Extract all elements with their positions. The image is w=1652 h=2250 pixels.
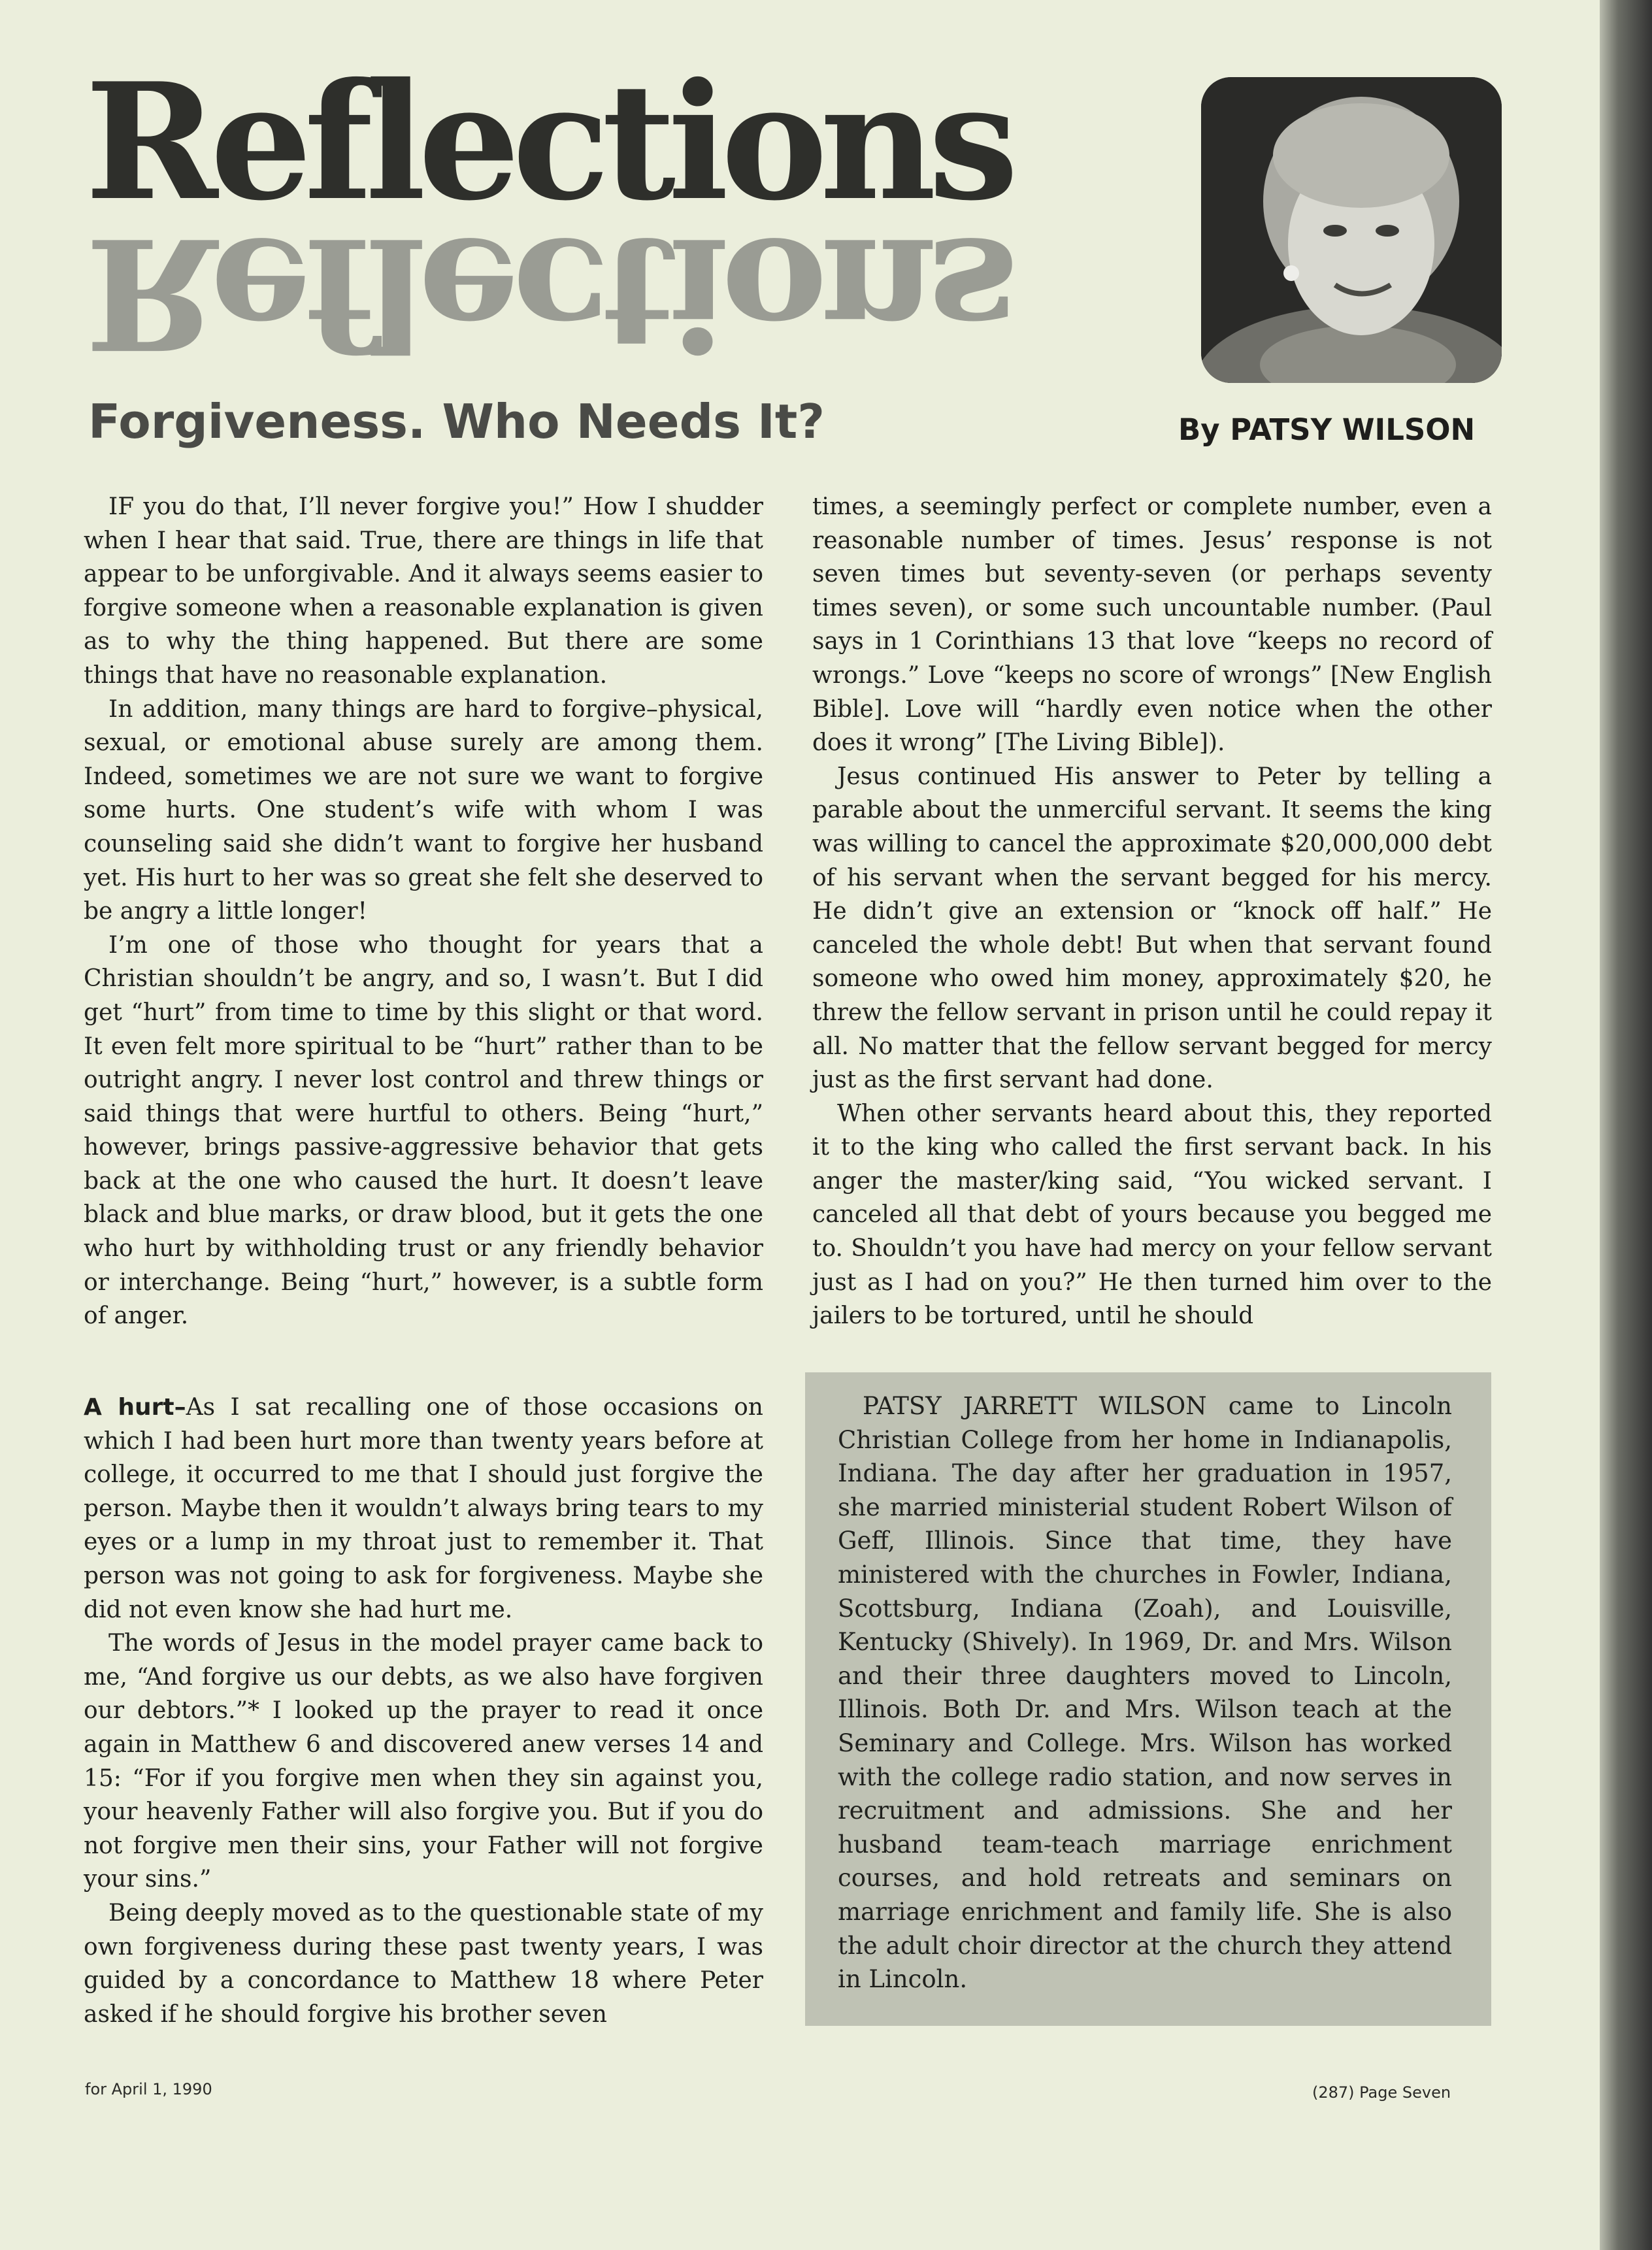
paragraph: When other servants heard about this, they reported it to the king who called the first servant back. In his anger the master/king said, “You wicked servant. I canceled all that debt of yours because you begged me to. Shouldn’t you have had mercy on your fellow servant just as I had on you?” He then turned him over to the jailers to be tortured, until he should <box>812 1100 1492 1330</box>
author-bio-box <box>805 1372 1491 2026</box>
paragraph: In addition, many things are hard to forgive–physical, sexual, or emotional abuse surely are among them. Indeed, sometimes we are not sure we want to forgive some hurts. One student’s wife with whom I was counseling said she didn’t want to forgive her husband yet. His hurt to her was so great she felt she deserved to be angry a little longer! <box>84 695 763 925</box>
masthead-title: Reflections <box>85 48 1011 236</box>
paragraph: times, a seemingly perfect or complete number, even a reasonable number of times. Jesus’ response is not seven times but seventy-seven (or perhaps seventy times seven), or some such uncountable number. (Paul says in 1 Corinthians 13 that love “keeps no record of wrongs.” Love “keeps no score of wrongs” [New English Bible]. Love will “hardly even notice when the other does it wrong” [The Living Bible]). <box>812 493 1492 757</box>
paragraph-text: As I sat recalling one of those occasions on which I had been hurt more than twenty years before at college, it occurred to me that I should just forgive the person. Maybe then it wouldn’t always bring tears to my eyes or a lump in my throat just to remember it. That person was not going to ask for forgiveness. Maybe she did not even know she had hurt me. <box>84 1394 763 1623</box>
masthead-title-reflection: Reflections <box>85 204 1011 383</box>
author-photo <box>1201 77 1502 383</box>
column-left-top <box>84 490 763 1333</box>
author-portrait-image <box>1201 77 1502 383</box>
column-right <box>812 490 1492 1333</box>
column-left-bottom <box>84 1391 763 2031</box>
section-subhead: A hurt– <box>84 1394 186 1421</box>
paragraph: I’m one of those who thought for years that a Christian shouldn’t be angry, and so, I wasn’t. But I did get “hurt” from time to time by this slight or that word. It even felt more spiritual to be “hurt” rather than to be outright angry. I never lost control and threw things or said things that were hurtful to others. Being “hurt,” however, brings passive-aggressive behavior that gets back at the one who caused the hurt. It doesn’t leave black and blue marks, or draw blood, but it gets the one who hurt by withholding trust or any friendly behavior or interchange. Being “hurt,” however, is a subtle form of anger. <box>84 931 763 1330</box>
article-byline: By PATSY WILSON <box>1178 412 1476 447</box>
footer-page-number: (287) Page Seven <box>1312 2083 1451 2102</box>
page-edge-shadow <box>1600 0 1652 2250</box>
masthead <box>85 48 1183 383</box>
paragraph: The words of Jesus in the model prayer came back to me, “And forgive us our debts, as we also have forgiven our debtors.”* I looked up the prayer to read it once again in Matthew 6 and discovered anew verses 14 and 15: “For if you forgive men when they sin against you, your heavenly Father will also forgive you. But if you do not forgive men their sins, your Father will not forgive your sins.” <box>84 1630 763 1893</box>
author-bio: PATSY JARRETT WILSON came to Lincoln Christian College from her home in Indianapolis, Indiana. The day after her graduation in 1957, she married ministerial student Robert Wilson of Geff, Illinois. Since that time, they have ministered with the churches in Fowler, Indiana, Scottsburg, Indiana (Zoah), and Louisville, Kentucky (Shively). In 1969, Dr. and Mrs. Wilson and their three daughters moved to Lincoln, Illinois. Both Dr. and Mrs. Wilson teach at the Seminary and College. Mrs. Wilson has worked with the college radio station, and now serves in recruitment and admissions. She and her husband team-teach marriage enrichment courses, and hold retreats and seminars on marriage enrichment and family life. She is also the adult choir director at the church they attend in Lincoln. <box>838 1392 1452 1994</box>
footer-issue-date: for April 1, 1990 <box>85 2080 212 2098</box>
paragraph: Being deeply moved as to the questionable state of my own forgiveness during these past twenty years, I was guided by a concordance to Matthew 18 where Peter asked if he should forgive his brother seven <box>84 1899 763 2028</box>
paragraph <box>84 1391 763 1627</box>
paragraph: IF you do that, I’ll never forgive you!” How I shudder when I hear that said. True, there are things in life that appear to be unforgivable. And it always seems easier to forgive someone when a reasonable explanation is given as to why the thing happened. But there are some things that have no reasonable explanation. <box>84 493 763 689</box>
article-headline: Forgiveness. Who Needs It? <box>88 394 825 449</box>
paragraph: Jesus continued His answer to Peter by telling a parable about the unmerciful servant. It seems the king was willing to cancel the approximate $20,000,000 debt of his servant when the servant begged for his mercy. He didn’t give an extension or “knock off half.” He canceled the whole debt! But when that servant found someone who owed him money, approximately $20, he threw the fellow servant in prison until he could repay it all. No matter that the fellow servant begged for mercy just as the first servant had done. <box>812 763 1492 1094</box>
